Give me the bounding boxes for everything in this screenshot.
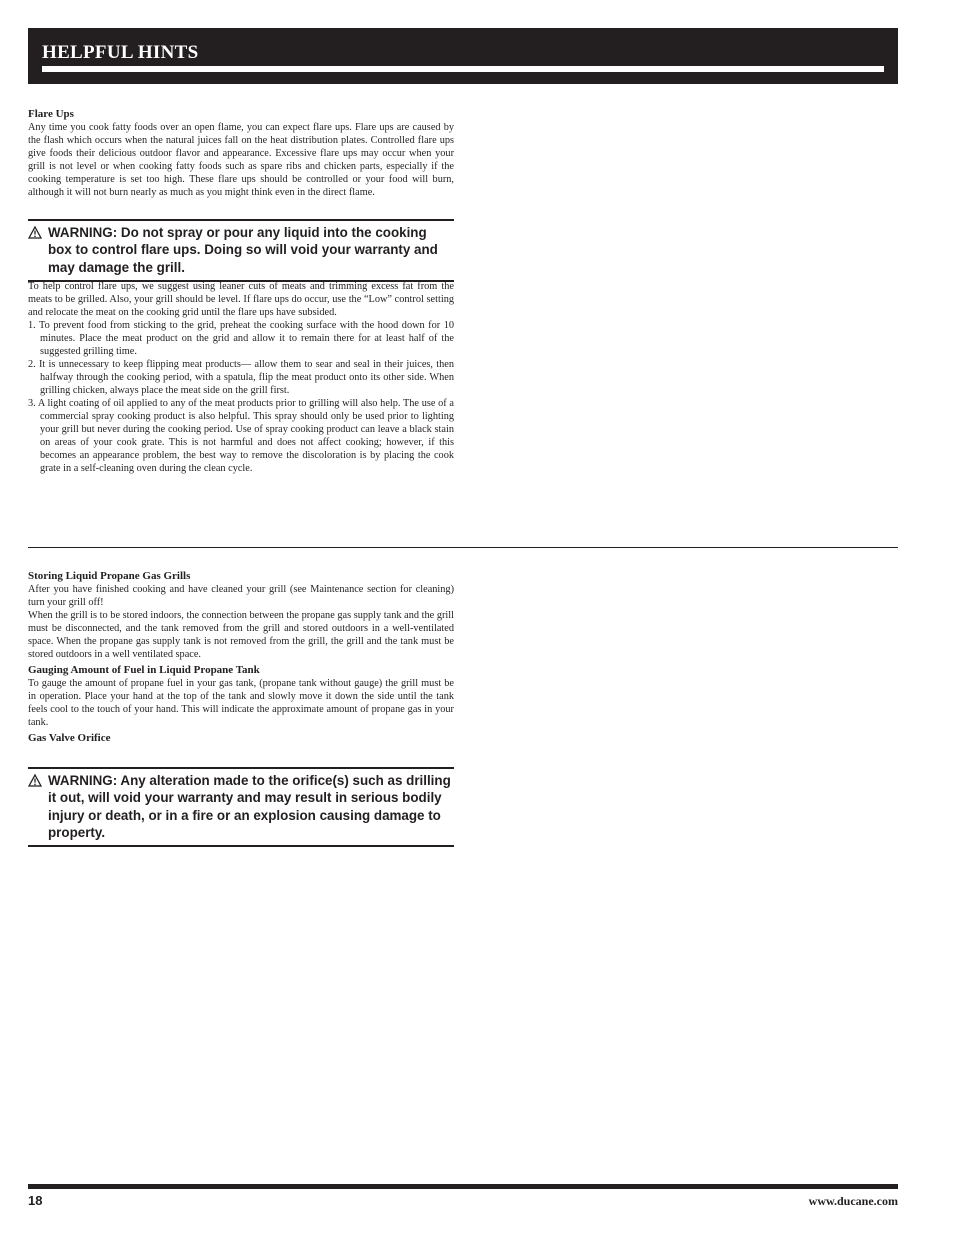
storing-para-1: After you have finished cooking and have cleaned your grill (see Maintenance section for cleaning) turn your grill off!	[28, 584, 454, 608]
storing-section	[28, 569, 454, 745]
gauging-heading: Gauging Amount of Fuel in Liquid Propane Tank	[28, 664, 260, 676]
list-item: 3. A light coating of oil applied to any of the meat products prior to grilling will also help. The use of a commercial spray cooking product is also helpful. This spray should only be used prior to lighting your grill but never during the cooking period. Use of spray cooking product can leave a black stain on areas of your cook grate. This is not harmful and does not affect cooking; however, if this becomes an appearance problem, the best way to remove the discoloration is by placing the cook grate in a self-cleaning oven during the clean cycle.	[28, 398, 454, 474]
warning-text: WARNING: Do not spray or pour any liquid into the cooking box to control flare ups. Doing so will void your warranty and may damage the grill.	[48, 225, 438, 275]
footer-rule	[28, 1184, 898, 1189]
header-rule	[42, 66, 884, 72]
flare-ups-control-section	[28, 280, 454, 475]
flare-ups-section	[28, 107, 454, 199]
section-header	[28, 28, 898, 84]
flare-ups-heading: Flare Ups	[28, 108, 74, 120]
storing-para-2: When the grill is to be stored indoors, the connection between the propane gas supply tank and the grill must be disconnected, and the tank removed from the grill and stored outdoors in a well-ventilated space. When the propane gas supply tank is not removed from the grill, the grill and the tank must be stored outdoors in a well ventilated space.	[28, 610, 454, 660]
flare-ups-warning	[28, 219, 454, 282]
list-item: 2. It is unnecessary to keep flipping meat products— allow them to sear and seal in their juices, then halfway through the cooking period, with a spatula, flip the meat product onto its other side. When grilling chicken, always place the meat side on the grill first.	[28, 359, 454, 396]
flare-ups-intro: Any time you cook fatty foods over an open flame, you can expect flare ups. Flare ups are caused by the flash which occurs when the natural juices fall on the heat distribution plates. Controlled flare ups give foods their delicious outdoor flavor and appearance. Excessive flare ups may occur when your grill is not level or when cooking fatty foods such as spare ribs and chicken parts, especially if the cooking temperature is set too high. These flare ups should be controlled or your food will burn, although it will not burn nearly as much as you might think even in the direct flame.	[28, 122, 454, 198]
list-item: 1. To prevent food from sticking to the grid, preheat the cooking surface with the hood down for 10 minutes. Place the meat product on the grid and allow it to remain there for at least half of the suggested grilling time.	[28, 320, 454, 357]
page-number: 18	[28, 1193, 43, 1208]
storing-heading: Storing Liquid Propane Gas Grills	[28, 570, 191, 582]
warning-text: WARNING: Any alteration made to the orifice(s) such as drilling it out, will void your warranty and may result in serious bodily injury or death, or in a fire or an explosion causing damage to property.	[48, 773, 451, 840]
warning-triangle-icon	[28, 224, 42, 241]
orifice-heading: Gas Valve Orifice	[28, 732, 111, 744]
section-divider	[28, 547, 898, 548]
orifice-warning	[28, 767, 454, 847]
page-title: HELPFUL HINTS	[42, 42, 199, 63]
gauging-para: To gauge the amount of propane fuel in your gas tank, (propane tank without gauge) the grill must be in operation. Place your hand at the top of the tank and slowly move it down the side until the tank feels cool to the touch of your hand. This will indicate the approximate amount of propane gas in your tank.	[28, 678, 454, 728]
footer-url: www.ducane.com	[808, 1194, 898, 1208]
warning-triangle-icon	[28, 772, 42, 789]
flare-ups-control: To help control flare ups, we suggest using leaner cuts of meats and trimming excess fat from the meats to be grilled. Also, your grill should be level. If flare ups do occur, use the “Low” control setting and relocate the meat on the cooking grid until the flare ups have subsided.	[28, 281, 454, 318]
